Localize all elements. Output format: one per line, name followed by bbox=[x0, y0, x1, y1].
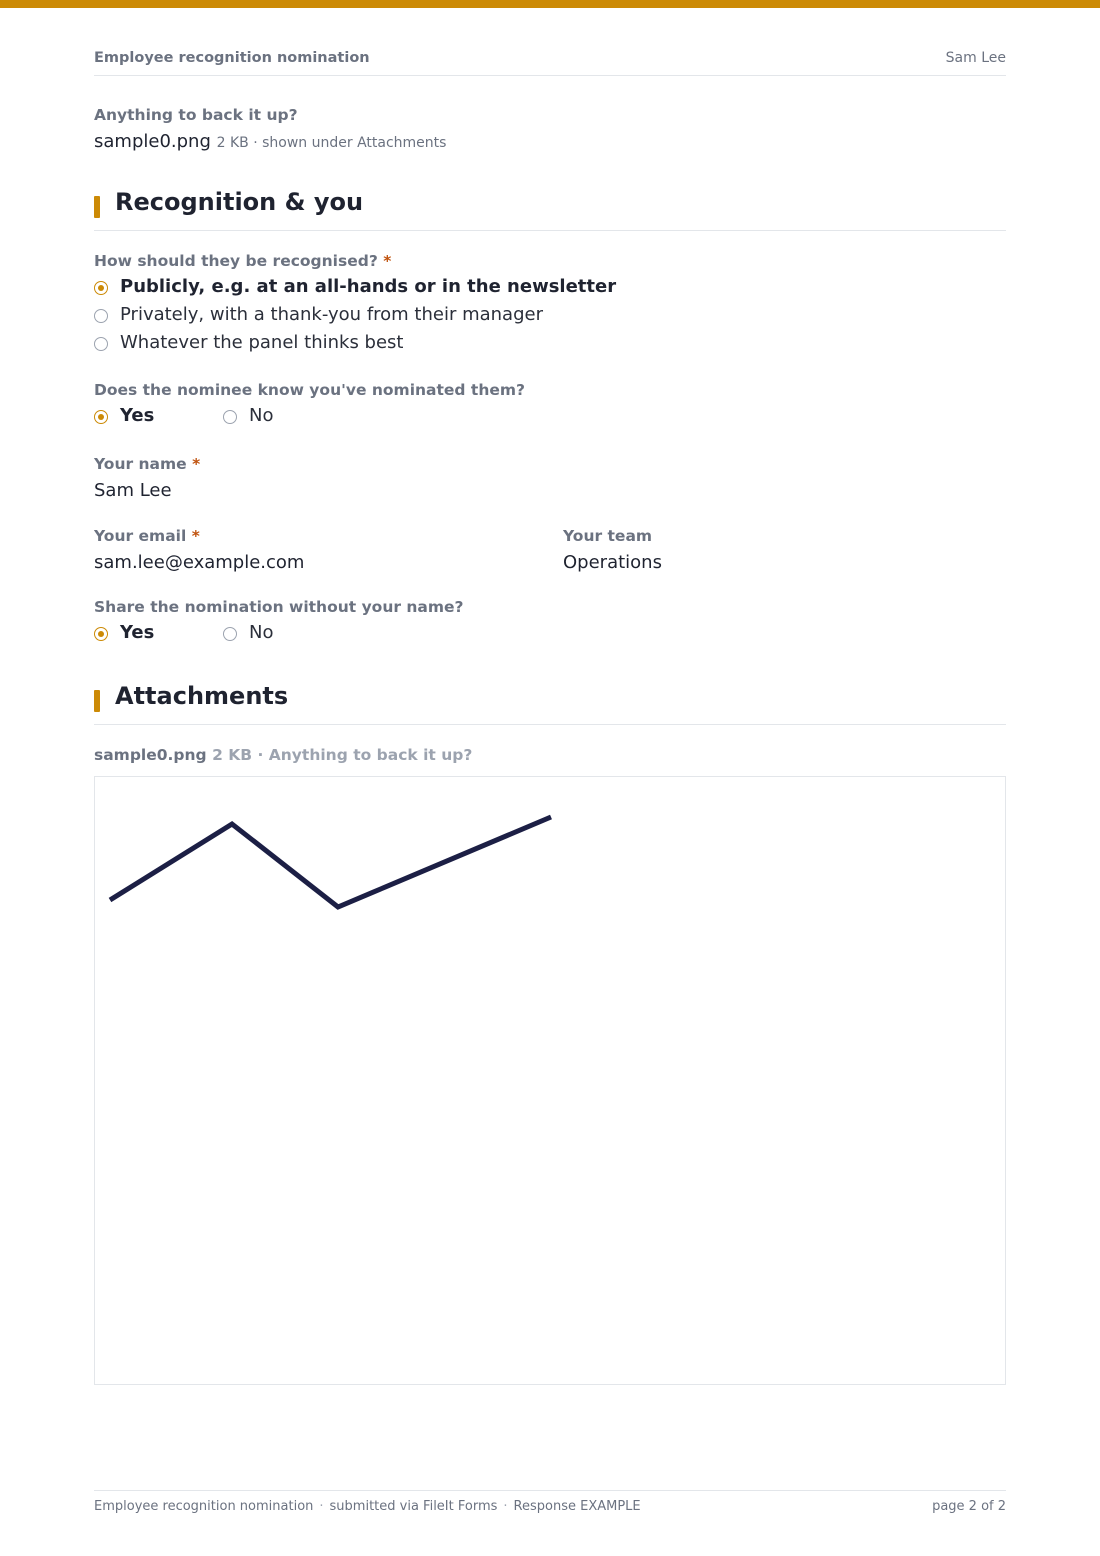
line-sketch-image bbox=[95, 777, 1005, 1384]
page-number: page 2 of 2 bbox=[932, 1499, 1006, 1514]
backup-file-name: sample0.png bbox=[94, 131, 211, 152]
radio-label: No bbox=[249, 405, 274, 426]
accent-top-bar bbox=[0, 0, 1100, 8]
recognition-method-label bbox=[94, 252, 391, 270]
backup-file-value bbox=[94, 131, 446, 152]
radio-selected-icon bbox=[94, 410, 108, 424]
attachment-image-frame[interactable] bbox=[94, 776, 1006, 1385]
radio-unselected-icon bbox=[94, 309, 108, 323]
radio-selected-icon bbox=[94, 627, 108, 641]
radio-selected-icon bbox=[94, 281, 108, 295]
nominee-knows-label: Does the nominee know you've nominated them? bbox=[94, 381, 526, 399]
radio-label: Yes bbox=[120, 622, 155, 643]
anonymous-label: Share the nomination without your name? bbox=[94, 598, 464, 616]
page-header bbox=[94, 48, 1006, 76]
radio-unselected-icon bbox=[223, 627, 237, 641]
radio-unselected-icon bbox=[94, 337, 108, 351]
footer-left bbox=[94, 1499, 641, 1514]
section-recognition bbox=[94, 188, 1006, 231]
form-title: Employee recognition nomination bbox=[94, 50, 370, 66]
footer-separator: · bbox=[503, 1499, 508, 1514]
your-name-label-text: Your name bbox=[94, 455, 187, 473]
your-email-value: sam.lee@example.com bbox=[94, 552, 305, 573]
radio-label: No bbox=[249, 622, 274, 643]
backup-file-meta: 2 KB · shown under Attachments bbox=[216, 135, 447, 151]
recognition-option-label: Privately, with a thank-you from their manager bbox=[120, 304, 543, 325]
footer-separator: · bbox=[319, 1499, 324, 1514]
section-marker bbox=[94, 690, 100, 712]
your-team-value: Operations bbox=[563, 552, 662, 573]
your-email-label bbox=[94, 527, 200, 545]
backup-label: Anything to back it up? bbox=[94, 106, 298, 124]
footer-response: Response EXAMPLE bbox=[513, 1499, 641, 1514]
your-name-value: Sam Lee bbox=[94, 480, 172, 501]
section-marker bbox=[94, 196, 100, 218]
required-mark: * bbox=[192, 455, 201, 473]
section-title-recognition: Recognition & you bbox=[115, 188, 364, 216]
footer-form-name: Employee recognition nomination bbox=[94, 1499, 314, 1514]
attachment-caption bbox=[94, 746, 472, 764]
recognition-method-label-text: How should they be recognised? bbox=[94, 252, 378, 270]
your-email-label-text: Your email bbox=[94, 527, 187, 545]
recognition-option-label: Whatever the panel thinks best bbox=[120, 332, 404, 353]
page-footer bbox=[94, 1490, 1006, 1521]
attachment-question: Anything to back it up? bbox=[268, 746, 473, 764]
required-mark: * bbox=[191, 527, 200, 545]
radio-unselected-icon bbox=[223, 410, 237, 424]
recognition-option-label: Publicly, e.g. at an all-hands or in the newsletter bbox=[120, 276, 617, 297]
attachment-size: 2 KB bbox=[212, 746, 253, 764]
your-team-label: Your team bbox=[563, 527, 653, 545]
respondent-name: Sam Lee bbox=[945, 50, 1006, 66]
radio-label: Yes bbox=[120, 405, 155, 426]
attachment-separator: · bbox=[257, 746, 264, 764]
section-title-attachments: Attachments bbox=[115, 682, 289, 710]
footer-source: submitted via FileIt Forms bbox=[329, 1499, 498, 1514]
your-name-label bbox=[94, 455, 200, 473]
section-attachments bbox=[94, 682, 1006, 725]
required-mark: * bbox=[383, 252, 392, 270]
attachment-file-name: sample0.png bbox=[94, 746, 207, 764]
